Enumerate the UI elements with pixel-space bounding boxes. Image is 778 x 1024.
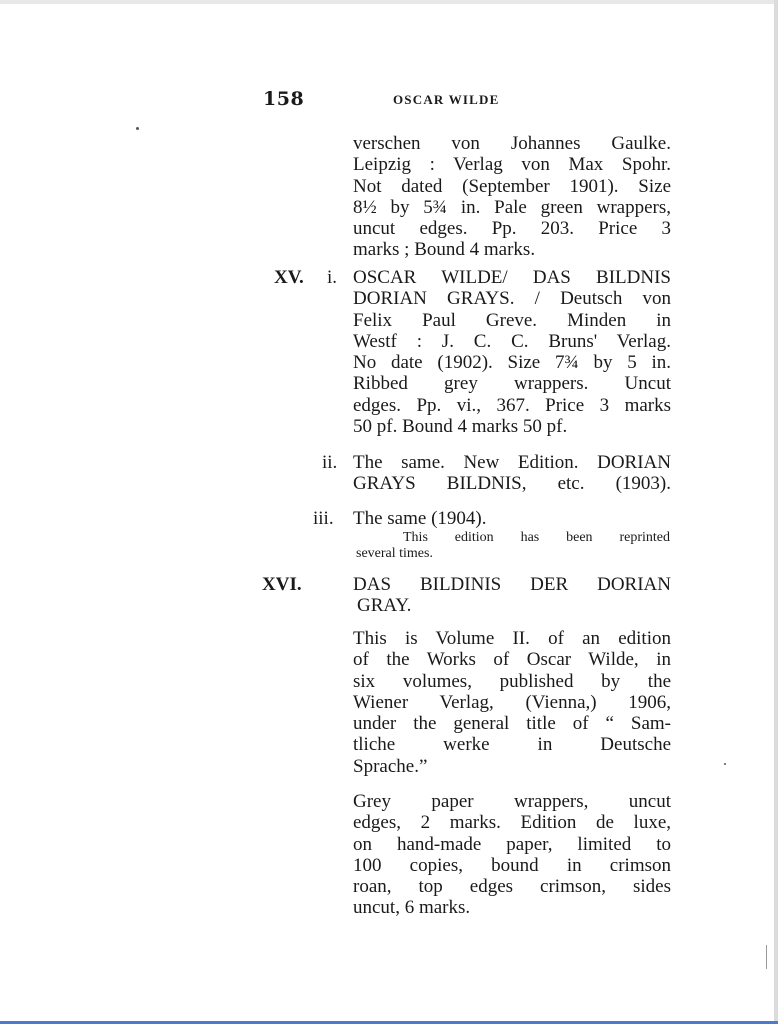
entry-number-xv: XV. bbox=[274, 267, 304, 288]
text-line: This is Volume II. of an edition bbox=[353, 628, 671, 649]
text-line: on hand-made paper, limited to bbox=[353, 833, 671, 855]
text-line: roan, top edges crimson, sides bbox=[353, 876, 671, 898]
text-line: Not dated (September 1901). Size bbox=[353, 175, 671, 197]
text-line: six volumes, published by the bbox=[353, 670, 671, 692]
sub-entry-i: i. bbox=[327, 267, 338, 288]
scan-speck bbox=[136, 127, 139, 130]
text-line: several times. bbox=[356, 546, 433, 561]
text-line: The same (1904). bbox=[353, 508, 487, 529]
text-line: uncut edges. Pp. 203. Price 3 bbox=[353, 218, 671, 240]
reprint-note bbox=[356, 530, 670, 562]
entry-xvi-title bbox=[353, 574, 671, 617]
text-line: under the general title of “ Sam- bbox=[353, 713, 671, 735]
entry-xvi-paragraph-1 bbox=[353, 628, 671, 777]
text-line: Leipzig : Verlag von Max Spohr. bbox=[353, 154, 671, 176]
text-line: edges, 2 marks. Edition de luxe, bbox=[353, 812, 671, 834]
text-line: GRAYS BILDNIS, etc. (1903). bbox=[353, 473, 671, 495]
scan-speck bbox=[724, 763, 726, 765]
entry-number-xvi: XVI. bbox=[262, 574, 302, 595]
text-line: OSCAR WILDE/ DAS BILDNIS bbox=[353, 267, 671, 288]
sub-entry-iii: iii. bbox=[313, 508, 334, 529]
text-line: uncut, 6 marks. bbox=[353, 897, 471, 919]
viewer-right-border bbox=[774, 0, 778, 1024]
text-line: 50 pf. Bound 4 marks 50 pf. bbox=[353, 416, 568, 438]
text-line: verschen von Johannes Gaulke. bbox=[353, 133, 671, 154]
text-line: GRAY. bbox=[357, 595, 412, 617]
text-line: Felix Paul Greve. Minden in bbox=[353, 309, 671, 331]
viewer-top-border bbox=[0, 0, 778, 4]
text-line: The same. New Edition. DORIAN bbox=[353, 452, 671, 473]
running-head: OSCAR WILDE bbox=[393, 92, 500, 107]
entry-xv-ii-text bbox=[353, 452, 671, 495]
text-line: Sprache.” bbox=[353, 755, 428, 777]
text-line: This edition has been reprinted bbox=[403, 530, 670, 545]
text-line: of the Works of Oscar Wilde, in bbox=[353, 649, 671, 671]
text-line: Westf : J. C. C. Bruns' Verlag. bbox=[353, 330, 671, 352]
text-line: marks ; Bound 4 marks. bbox=[353, 239, 536, 261]
sub-entry-ii: ii. bbox=[322, 452, 338, 473]
entry-xv-i-text bbox=[353, 267, 671, 437]
text-line: edges. Pp. vi., 367. Price 3 marks bbox=[353, 394, 671, 416]
text-line: Wiener Verlag, (Vienna,) 1906, bbox=[353, 691, 671, 713]
text-line: 8½ by 5¾ in. Pale green wrappers, bbox=[353, 196, 671, 218]
text-line: Ribbed grey wrappers. Uncut bbox=[353, 373, 671, 395]
entry-xv-iii-text bbox=[353, 508, 671, 529]
scan-mark bbox=[766, 945, 767, 969]
text-line: DORIAN GRAYS. / Deutsch von bbox=[353, 288, 671, 310]
text-line: No date (1902). Size 7¾ by 5 in. bbox=[353, 352, 671, 374]
text-line: DAS BILDINIS DER DORIAN bbox=[353, 574, 671, 595]
text-line: tliche werke in Deutsche bbox=[353, 734, 671, 756]
page-number: 158 bbox=[263, 88, 305, 110]
entry-xvi-paragraph-2 bbox=[353, 791, 671, 919]
text-line: 100 copies, bound in crimson bbox=[353, 854, 671, 876]
text-line: Grey paper wrappers, uncut bbox=[353, 791, 671, 812]
continuation-paragraph bbox=[353, 133, 671, 261]
